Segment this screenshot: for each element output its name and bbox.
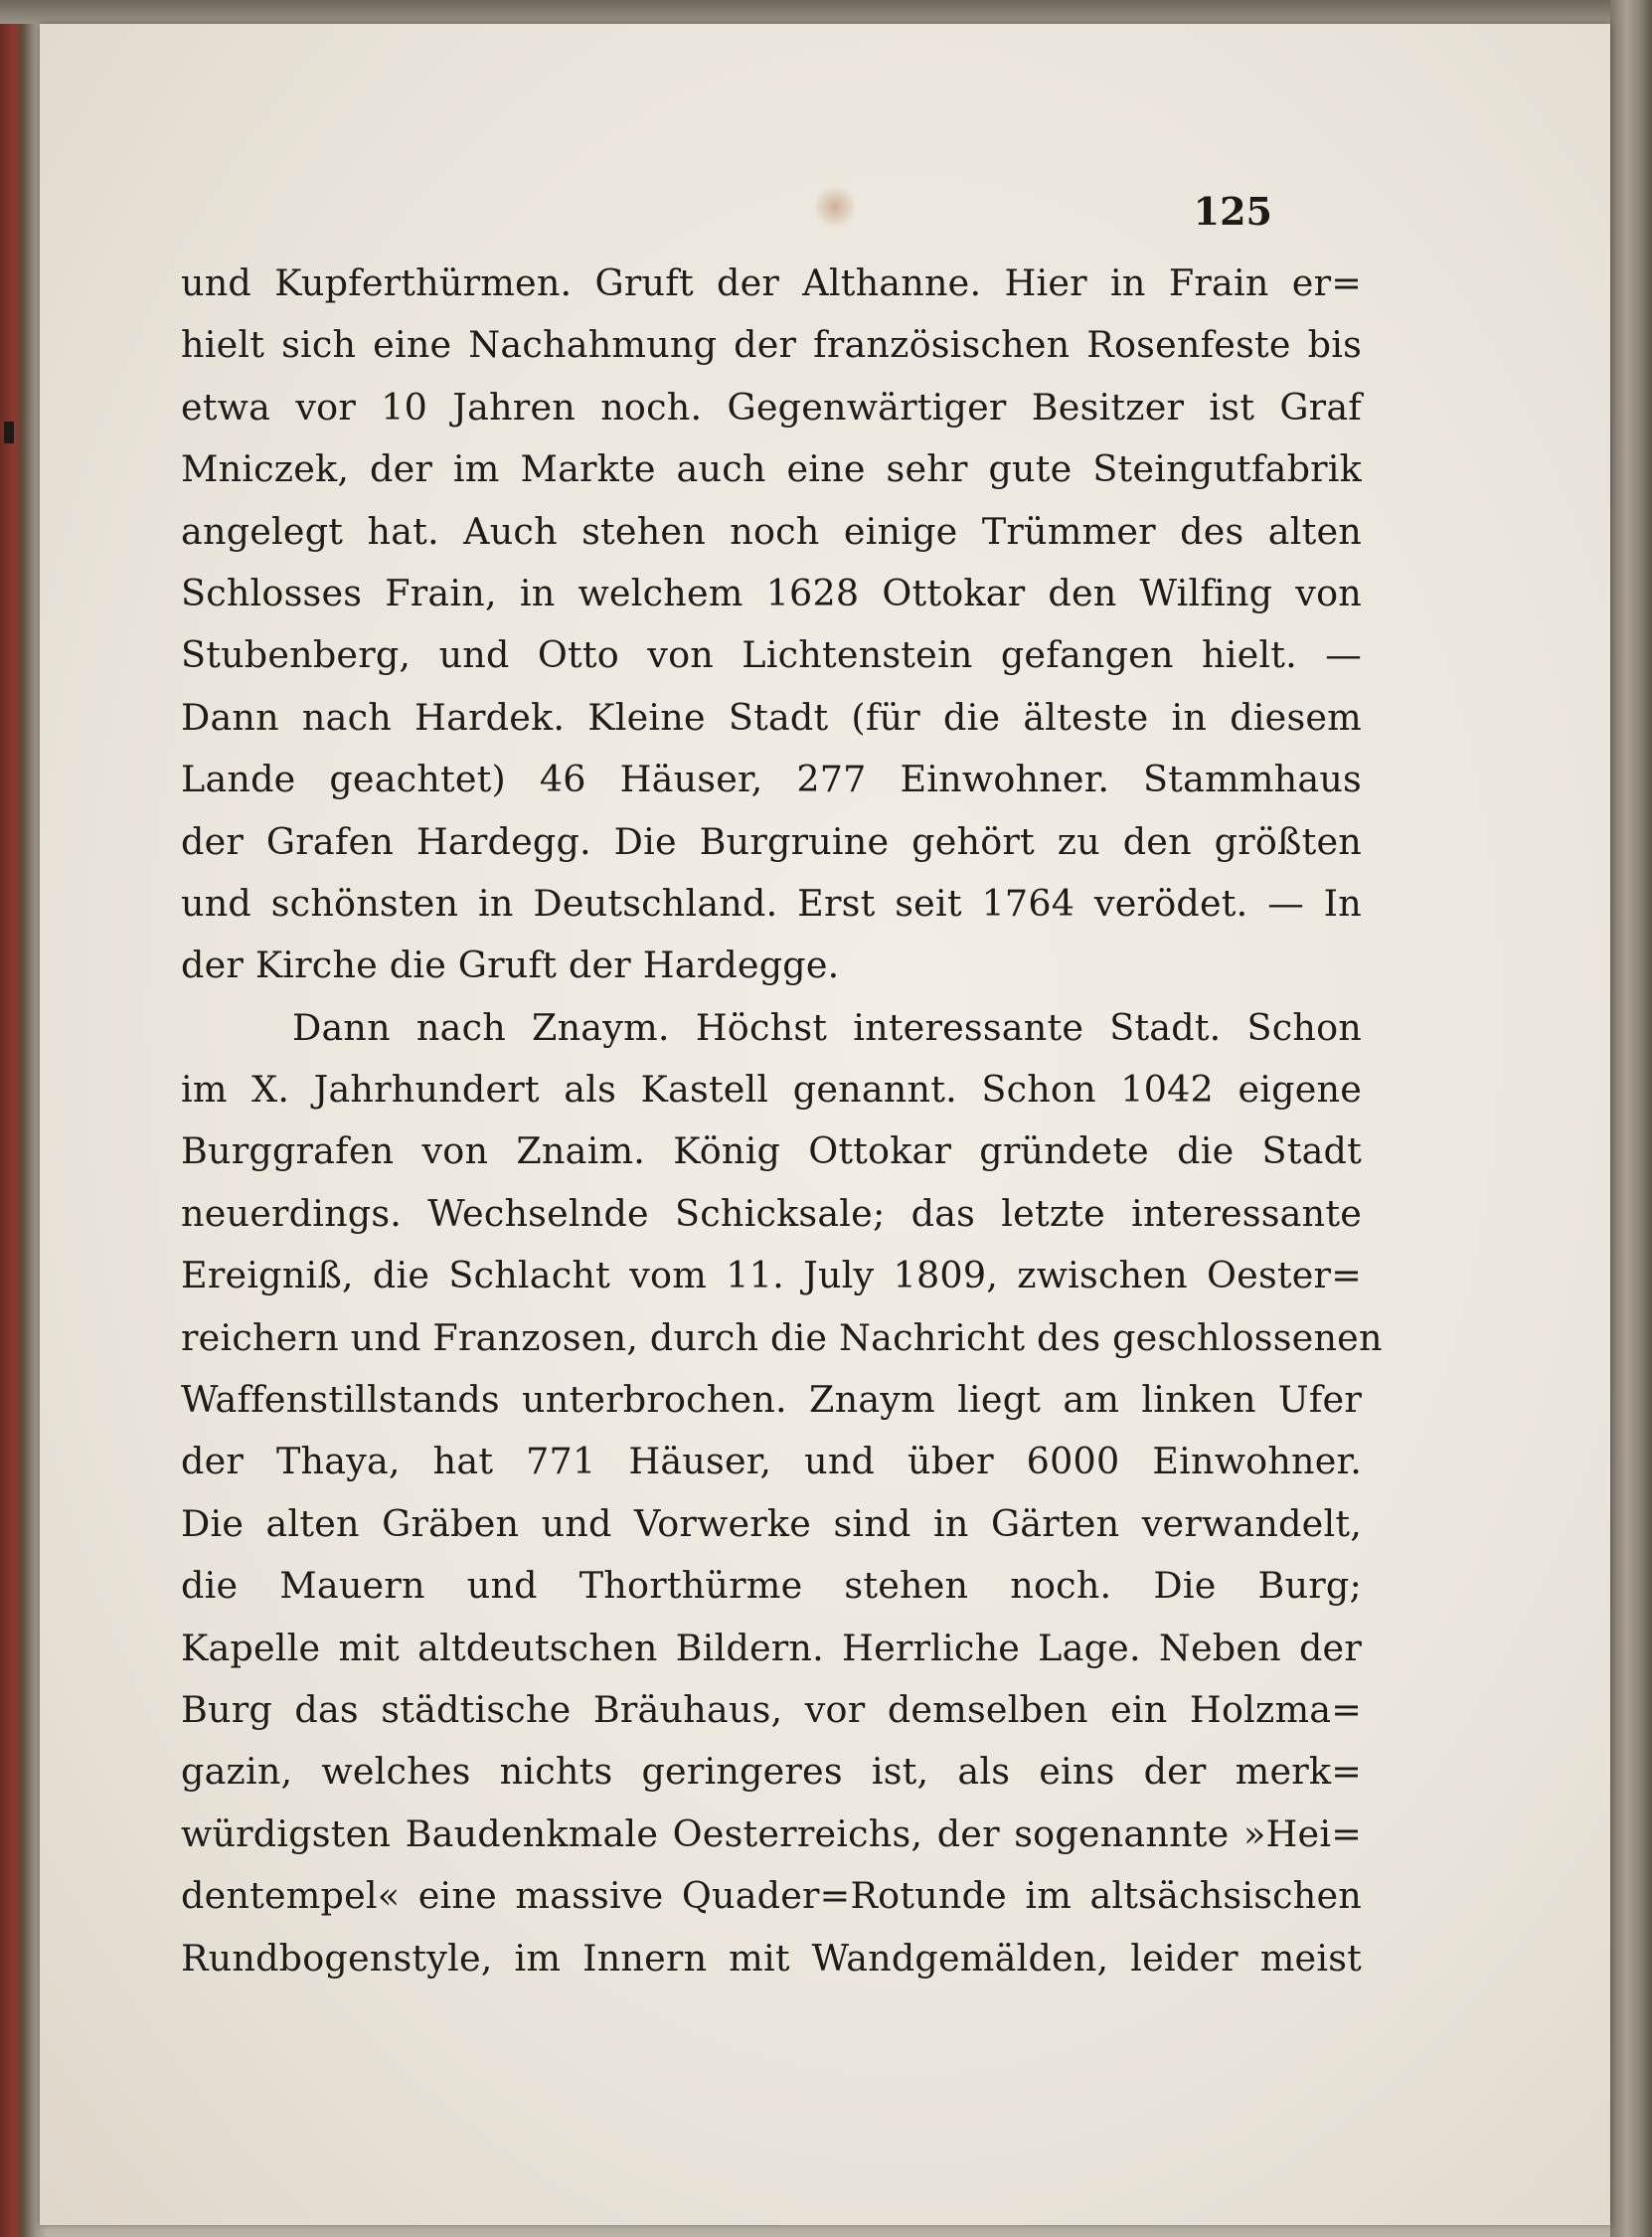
page-number: 125 bbox=[1193, 189, 1272, 234]
text-line: Rundbogenstyle, im Innern mit Wandgemälden, leider meist bbox=[181, 1936, 1362, 1979]
text-line: Lande geachtet) 46 Häuser, 277 Einwohner. Stammhaus bbox=[181, 758, 1362, 801]
text-line: Burg das städtische Bräuhaus, vor demselben ein Holzma= bbox=[181, 1687, 1362, 1731]
text-line: Burggrafen von Znaim. König Ottokar gründete die Stadt bbox=[181, 1129, 1362, 1173]
body-text bbox=[181, 253, 1383, 1989]
text-line: etwa vor 10 Jahren noch. Gegenwärtiger Besitzer ist Graf bbox=[181, 385, 1362, 429]
binding-mark bbox=[4, 422, 14, 443]
text-line: reichern und Franzosen, durch die Nachricht des geschlossenen bbox=[181, 1315, 1383, 1359]
text-line: im X. Jahrhundert als Kastell genannt. Schon 1042 eigene bbox=[181, 1068, 1362, 1112]
text-line: Ereigniß, die Schlacht vom 11. July 1809, zwischen Oester= bbox=[181, 1254, 1362, 1297]
text-line: angelegt hat. Auch stehen noch einige Trümmer des alten bbox=[181, 509, 1362, 553]
text-line: der Kirche die Gruft der Hardegge. bbox=[181, 944, 840, 987]
text-line: gazin, welches nichts geringeres ist, als eins der merk= bbox=[181, 1750, 1362, 1794]
text-line: würdigsten Baudenkmale Oesterreichs, der sogenannte »Hei= bbox=[181, 1811, 1362, 1855]
text-line: Dann nach Hardek. Kleine Stadt (für die älteste in diesem bbox=[181, 695, 1362, 739]
page-right-edge bbox=[1610, 0, 1652, 2237]
book-page bbox=[40, 24, 1610, 2225]
text-line: Mniczek, der im Markte auch eine sehr gute Steingutfabrik bbox=[181, 447, 1362, 491]
text-line: und schönsten in Deutschland. Erst seit 1764 verödet. — In bbox=[181, 881, 1362, 925]
text-line: Schlosses Frain, in welchem 1628 Ottokar den Wilfing von bbox=[181, 571, 1362, 614]
text-line: Die alten Gräben und Vorwerke sind in Gärten verwandelt, bbox=[181, 1501, 1362, 1545]
text-line: neuerdings. Wechselnde Schicksale; das letzte interessante bbox=[181, 1191, 1362, 1235]
text-line: und Kupferthürmen. Gruft der Althanne. Hier in Frain er= bbox=[181, 261, 1362, 304]
text-line: Kapelle mit altdeutschen Bildern. Herrliche Lage. Neben der bbox=[181, 1626, 1362, 1669]
text-line: der Grafen Hardegg. Die Burgruine gehört zu den größten bbox=[181, 819, 1362, 863]
text-line: hielt sich eine Nachahmung der französischen Rosenfeste bis bbox=[181, 323, 1362, 367]
page-top-edge bbox=[0, 0, 1652, 24]
text-line: dentempel« eine massive Quader=Rotunde im altsächsischen bbox=[181, 1874, 1362, 1918]
paper-stain bbox=[815, 183, 855, 231]
text-line: Stubenberg, und Otto von Lichtenstein gefangen hielt. — bbox=[181, 633, 1362, 677]
text-line: die Mauern und Thorthürme stehen noch. Die Burg; bbox=[181, 1564, 1362, 1608]
text-line: Waffenstillstands unterbrochen. Znaym liegt am linken Ufer bbox=[181, 1378, 1362, 1422]
text-line: Dann nach Znaym. Höchst interessante Stadt. Schon bbox=[292, 1005, 1362, 1049]
text-line: der Thaya, hat 771 Häuser, und über 6000 Einwohner. bbox=[181, 1440, 1362, 1483]
